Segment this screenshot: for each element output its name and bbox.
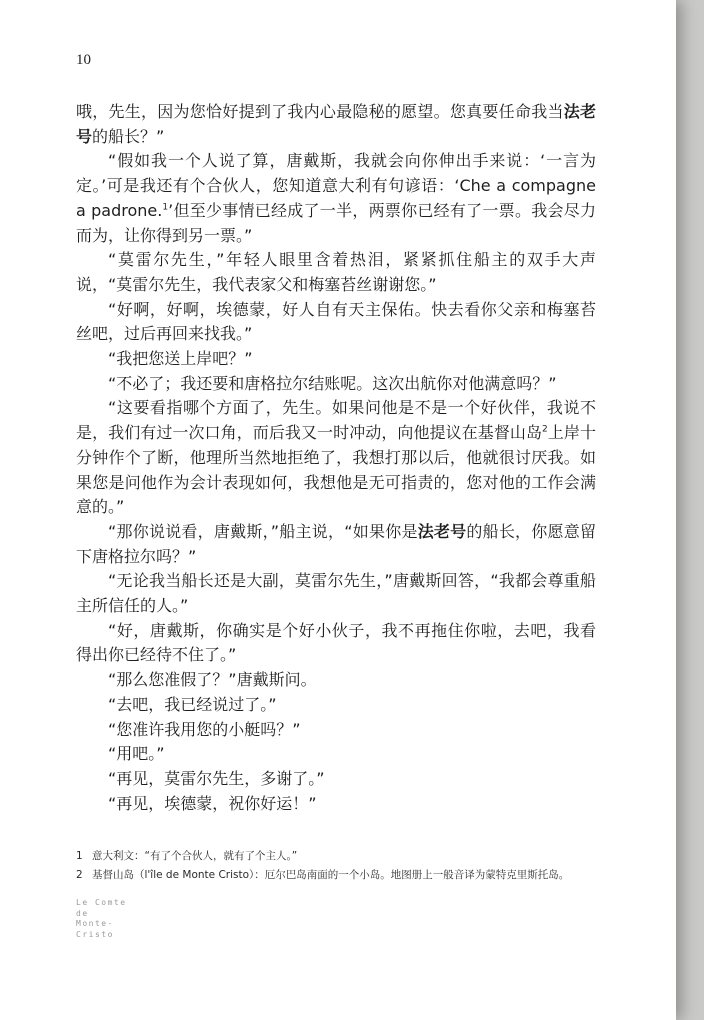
footnote bbox=[76, 866, 596, 885]
title-watermark bbox=[76, 898, 127, 940]
paragraph bbox=[76, 767, 596, 792]
paragraph bbox=[76, 396, 596, 520]
paragraph-text: “去吧，我已经说过了。” bbox=[108, 694, 277, 714]
paragraph-text: “那你说说看，唐戴斯，”船主说，“如果你是 bbox=[108, 521, 418, 541]
paragraph-text: “假如我一个人说了算，唐戴斯，我就会向你伸出手来说：‘一言为定。’可是我还有个合伙人，您知道意大利有句谚语：‘Che a compagne a padrone. bbox=[76, 151, 596, 220]
footnote-number: 2 bbox=[76, 869, 83, 881]
paragraph bbox=[76, 569, 596, 618]
ship-name: 法老号 bbox=[417, 521, 467, 541]
watermark-line: Le Comte bbox=[76, 898, 127, 907]
page-number: 10 bbox=[76, 52, 91, 68]
footnote-marker: 2 bbox=[542, 424, 548, 435]
paragraph bbox=[76, 619, 596, 668]
paragraph-text: “好啊，好啊，埃德蒙，好人自有天主保佑。快去看你父亲和梅塞苔丝吧，过后再回来找我。” bbox=[76, 299, 596, 344]
paragraph bbox=[76, 718, 596, 743]
paragraph-text: “那么您准假了？”唐戴斯问。 bbox=[108, 670, 317, 690]
paragraph-text: 上岸十分钟作个了断，他理所当然地拒绝了，我想打那以后，他就很讨厌我。如果您是问他作为会计表现如何，我想他是无可指责的，您对他的工作会满意的。” bbox=[76, 423, 596, 517]
paragraph-text: “再见，埃德蒙，祝你好运！” bbox=[108, 793, 317, 813]
paragraph bbox=[76, 792, 596, 817]
paragraph-text: “无论我当船长还是大副，莫雷尔先生，”唐戴斯回答，“我都会尊重船主所信任的人。” bbox=[76, 571, 596, 616]
paragraph-text: “这要看指哪个方面了，先生。如果问他是不是一个好伙伴，我说不是，我们有过一次口角，而后我又一时冲动，向他提议在基督山岛 bbox=[76, 398, 596, 443]
paragraph bbox=[76, 742, 596, 767]
watermark-line: Cristo bbox=[76, 929, 114, 939]
paragraph bbox=[76, 520, 596, 569]
paragraph-text: “用吧。” bbox=[108, 744, 165, 764]
paragraph bbox=[76, 298, 596, 347]
paragraph-text: 的船长，你愿意留下唐格拉尔吗？” bbox=[76, 521, 596, 566]
paragraph-text: 的船长？” bbox=[92, 126, 165, 146]
footnote-number: 1 bbox=[76, 850, 83, 862]
paragraph-text: “我把您送上岸吧？” bbox=[108, 349, 253, 369]
paragraph bbox=[76, 100, 596, 149]
paragraph-text: ’但至少事情已经成了一半，两票你已经有了一票。我会尽力而为，让你得到另一票。” bbox=[76, 200, 596, 245]
watermark-line: de bbox=[76, 908, 89, 918]
paragraph bbox=[76, 668, 596, 693]
footnote bbox=[76, 847, 596, 866]
paragraph bbox=[76, 693, 596, 718]
paragraph-text: “您准许我用您的小艇吗？” bbox=[108, 719, 301, 739]
paragraph-text: “莫雷尔先生，”年轻人眼里含着热泪，紧紧抓住船主的双手大声说，“莫雷尔先生，我代表家父和梅塞苔丝谢谢您。” bbox=[76, 250, 596, 294]
paragraph-text: “不必了；我还要和唐格拉尔结账呢。这次出航你对他满意吗？” bbox=[108, 373, 557, 393]
footnotes bbox=[76, 847, 596, 885]
footnote-text: 意大利文：“有了个合伙人，就有了个主人。” bbox=[92, 850, 298, 862]
body-text bbox=[76, 100, 596, 816]
footnote-text: 基督山岛（l'île de Monte Cristo）：厄尔巴岛南面的一个小岛。地图册上一般音译为蒙特克里斯托岛。 bbox=[92, 869, 570, 881]
ship-name: 法老号 bbox=[76, 102, 596, 146]
paragraph bbox=[76, 149, 596, 248]
paragraph-text: 哦，先生，因为您恰好提到了我内心最隐秘的愿望。您真要任命我当 bbox=[76, 102, 564, 121]
paragraph-text: “再见，莫雷尔先生，多谢了。” bbox=[108, 768, 325, 788]
paragraph bbox=[76, 372, 596, 397]
paragraph bbox=[76, 248, 596, 297]
paragraph bbox=[76, 347, 596, 372]
watermark-line: Monte- bbox=[76, 919, 114, 928]
footnote-marker: 1 bbox=[162, 202, 169, 213]
paragraph-text: “好，唐戴斯，你确实是个好小伙子，我不再拖住你啦，去吧，我看得出你已经待不住了。” bbox=[76, 620, 596, 665]
